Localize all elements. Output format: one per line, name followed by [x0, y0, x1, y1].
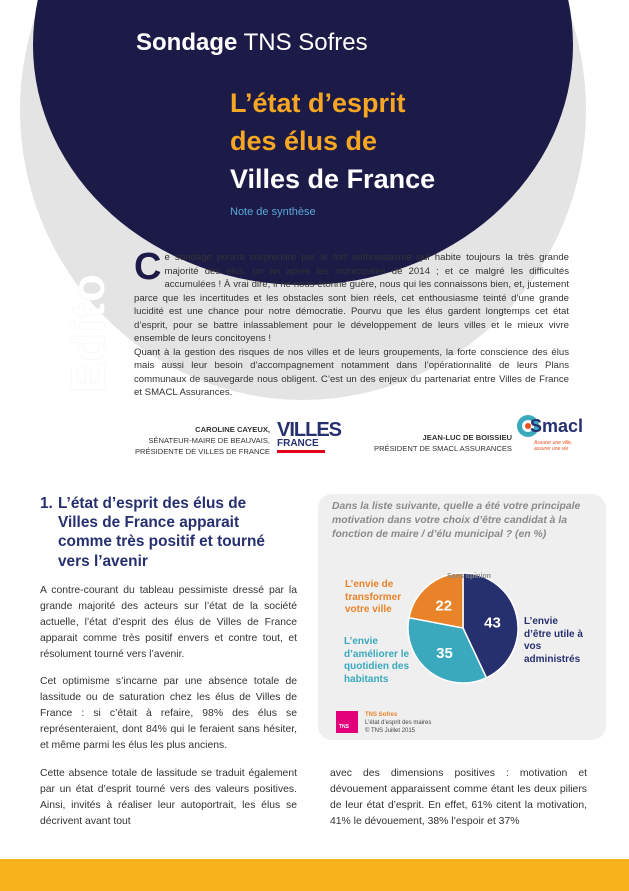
pie-slice-transformer-value: 22 — [435, 597, 453, 615]
page-title — [136, 29, 368, 57]
synthesis-note: Note de synthèse — [230, 206, 316, 218]
villes-logo-text-1: VILLES — [277, 419, 342, 441]
pie-label-transformer: L’envie de transformer votre ville — [345, 579, 402, 615]
footer-bar — [0, 859, 629, 891]
subtitle-line-2: des élus de — [230, 126, 378, 156]
edito-paragraph-2: Quant à la gestion des risques de nos villes et de leurs groupements, la forte conscience des élus mais aussi leur besoin d’accompagnement notamment dans l’opérationnalité de leurs Plans communaux de sauvegarde nous obligent. C’est un des enjeux du partenariat entre Villes de France et SMACL Assurances. — [134, 346, 569, 398]
title-bold: Sondage — [136, 29, 238, 56]
edito-paragraph-1 — [134, 246, 569, 346]
pie-label-utile: L’envie d’être utile à vos administrés — [524, 616, 583, 665]
source-line-3: © TNS Juillet 2015 — [365, 728, 416, 734]
section-1-paragraph-4: avec des dimensions positives : motivation et dévouement apparaissent comme étant les deux piliers de leur état d’esprit. En effet, 61% citent la motivation, 41% le dévouement, 38% l’espoir et 37% — [330, 768, 587, 827]
signature-jean-luc-de-boissieu — [360, 432, 512, 454]
section-1-paragraph-2: Cet optimisme s’incarne par une absence totale de lassitude ou de saturation chez les élus de Villes de France : si c’était à refaire, 98% des élus se représenteraient, dont 84% qui le feraient sans hésiter, et même parmi les élus les plus anciens. — [40, 676, 297, 751]
chart-question: Dans la liste suivante, quelle a été votre principale motivation dans votre choix d’être candidat à la fonction de maire / d’élu municipal ? (en %) — [332, 501, 581, 540]
section-1-number: 1. — [40, 495, 53, 512]
edito-paragraph-1-text: e sondage pourra surprendre par le fort enthousiasme qui habite toujours la très grande majorité des élus, un an après les municipales de 2014 ; et ce malgré les difficultés accumulées ! À vrai dire, il ne nous étonne guère, nous qui les connaissons bien, et, justement parce que les incertitudes et les obstacles sont bien réels, cet enthousiasme teinté d’une grande lucidité est une chance pour notre démocratie. Pourvu que les élus gardent longtemps cet état d’esprit, pour se battre inlassablement pour le développement de leurs villes et le mieux vivre ensemble de leurs concitoyens ! — [134, 252, 569, 344]
source-line-2: L’état d’esprit des maires — [365, 720, 432, 726]
smacl-tagline: Assurer une ville, assurer une vie — [534, 440, 573, 452]
signature-1-name: CAROLINE CAYEUX, — [195, 425, 270, 434]
subtitle-line-1: L’état d’esprit — [230, 88, 406, 118]
villes-de-france-logo — [277, 419, 342, 457]
pie-label-sans-opinion: Sans opinion — [447, 573, 491, 580]
signature-2-role: PRÉSIDENT DE SMACL ASSURANCES — [374, 444, 512, 453]
signature-1-role: SÉNATEUR-MAIRE DE BEAUVAIS, — [148, 436, 270, 445]
source-title: TNS Sofres — [365, 712, 398, 718]
edito-body — [134, 246, 569, 400]
smacl-logo-text: Smacl — [530, 416, 584, 436]
signature-2-name: JEAN-LUC DE BOISSIEU — [422, 433, 512, 442]
edito-label-text: Edito — [61, 273, 114, 393]
tns-logo — [336, 711, 358, 733]
signature-1-org: PRÉSIDENTE DE VILLES DE FRANCE — [134, 447, 270, 456]
villes-logo-bar — [277, 450, 325, 453]
chart-source — [365, 711, 431, 735]
title-rest: TNS Sofres — [237, 29, 368, 56]
section-1-paragraph-1: A contre-courant du tableau pessimiste dressé par la grande majorité des acteurs sur l’état de la société actuelle, l’état d’esprit des élus de Villes de France apparait comme très positif envers et contre tout, et résolument tourné vers l’avenir. — [40, 585, 297, 660]
villes-logo-text-2: FRANCE — [277, 438, 319, 449]
edito-dropcap: C — [134, 246, 162, 288]
pie-label-ameliorer: L’envie d’améliorer le quotidien des habitants — [344, 636, 410, 685]
edito-label — [60, 260, 120, 400]
pie-slice-ameliorer-value: 35 — [436, 644, 453, 662]
smacl-logo — [514, 410, 584, 460]
section-1-title: L’état d’esprit des élus de Villes de France apparait comme très positif et tourné vers l’avenir — [58, 495, 265, 570]
pie-slice-utile-value: 43 — [484, 614, 501, 632]
subtitle-line-3: Villes de France — [230, 164, 436, 194]
section-1-paragraph-3: Cette absence totale de lassitude se traduit également par un état d’esprit tourné vers des valeurs positives. Ainsi, invités à réaliser leur autoportrait, les élus se décrivent avant tout — [40, 768, 297, 827]
tns-logo-text: TNS — [339, 724, 349, 730]
signature-caroline-cayeux — [110, 424, 270, 457]
